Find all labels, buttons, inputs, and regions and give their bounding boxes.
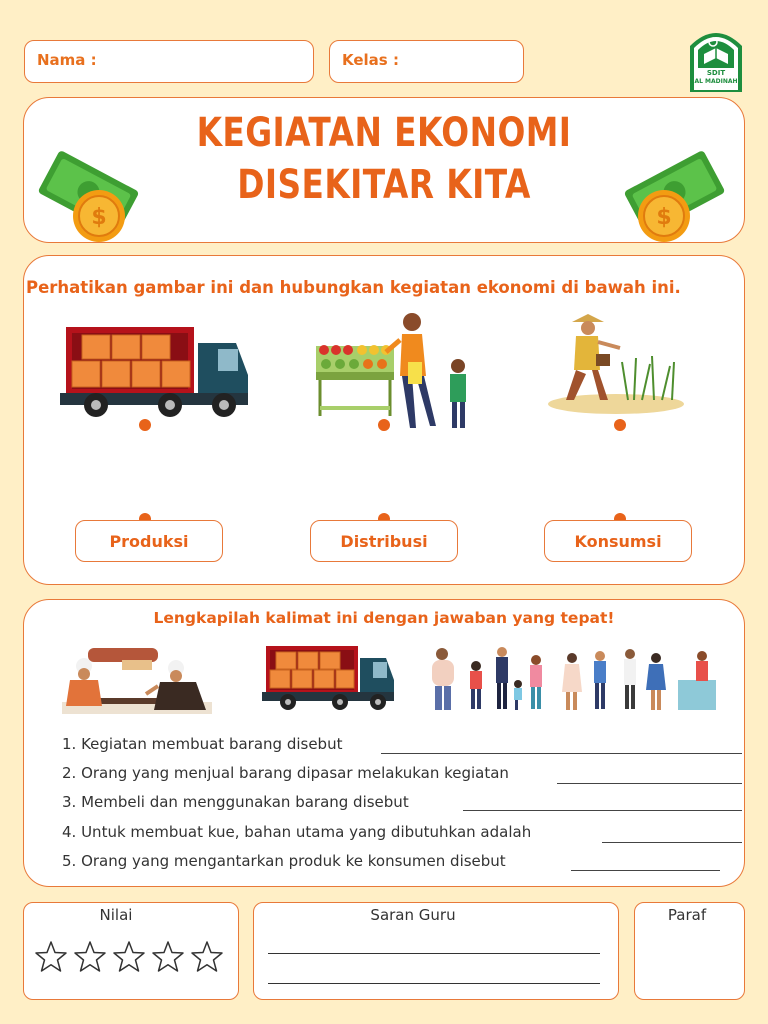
star-icon-2 xyxy=(75,942,105,971)
question-4: 4. Untuk membuat kue, bahan utama yang dibutuhkan adalah xyxy=(62,823,532,841)
answer-line-4[interactable] xyxy=(602,842,742,843)
class-field[interactable] xyxy=(329,40,524,83)
matching-instruction: Perhatikan gambar ini dan hubungkan kegiatan ekonomi di bawah ini. xyxy=(26,278,681,297)
bakers-illustration xyxy=(62,644,212,716)
money-illustration-right xyxy=(620,148,730,243)
option-konsumsi[interactable]: Konsumsi xyxy=(544,520,692,562)
svg-text:$: $ xyxy=(91,205,107,230)
consumers-illustration xyxy=(426,644,720,714)
connector-dot-vendor[interactable] xyxy=(378,419,390,431)
teacher-note-line-2[interactable] xyxy=(268,983,600,984)
delivery-truck-illustration xyxy=(260,644,398,712)
signature-label: Paraf xyxy=(667,906,707,924)
star-rating[interactable] xyxy=(34,940,230,974)
money-illustration-left xyxy=(33,148,143,243)
question-2: 2. Orang yang menjual barang dipasar melakukan kegiatan xyxy=(62,764,509,782)
star-icon-5 xyxy=(192,942,222,971)
question-1: 1. Kegiatan membuat barang disebut xyxy=(62,735,343,753)
star-icon-3 xyxy=(114,942,144,971)
score-label: Nilai xyxy=(99,906,133,924)
logo-text-2: AL MADINAH xyxy=(694,78,738,85)
answer-line-1[interactable] xyxy=(381,753,742,754)
connector-dot-farmer[interactable] xyxy=(614,419,626,431)
truck-illustration xyxy=(58,325,253,420)
logo-text-1: SDIT xyxy=(706,69,726,77)
farmer-illustration xyxy=(542,312,687,417)
option-distribusi[interactable]: Distribusi xyxy=(310,520,458,562)
answer-line-2[interactable] xyxy=(557,783,742,784)
star-icon-1 xyxy=(36,942,66,971)
page-title-line2: DISEKITAR KITA xyxy=(237,162,531,208)
name-field[interactable] xyxy=(24,40,314,83)
class-label: Kelas : xyxy=(342,51,399,69)
fill-in-instruction: Lengkapilah kalimat ini dengan jawaban yang tepat! xyxy=(153,609,615,627)
connector-dot-truck[interactable] xyxy=(139,419,151,431)
name-label: Nama : xyxy=(37,51,97,69)
teacher-note-label: Saran Guru xyxy=(370,906,456,924)
answer-line-3[interactable] xyxy=(463,810,742,811)
star-icon-4 xyxy=(153,942,183,971)
svg-text:$: $ xyxy=(656,205,672,230)
question-5: 5. Orang yang mengantarkan produk ke konsumen disebut xyxy=(62,852,506,870)
teacher-note-line-1[interactable] xyxy=(268,953,600,954)
school-logo xyxy=(686,24,746,92)
page-title-line1: KEGIATAN EKONOMI xyxy=(196,110,572,156)
option-produksi[interactable]: Produksi xyxy=(75,520,223,562)
market-vendor-illustration xyxy=(312,310,477,432)
answer-line-5[interactable] xyxy=(571,870,720,871)
question-3: 3. Membeli dan menggunakan barang disebut xyxy=(62,793,409,811)
